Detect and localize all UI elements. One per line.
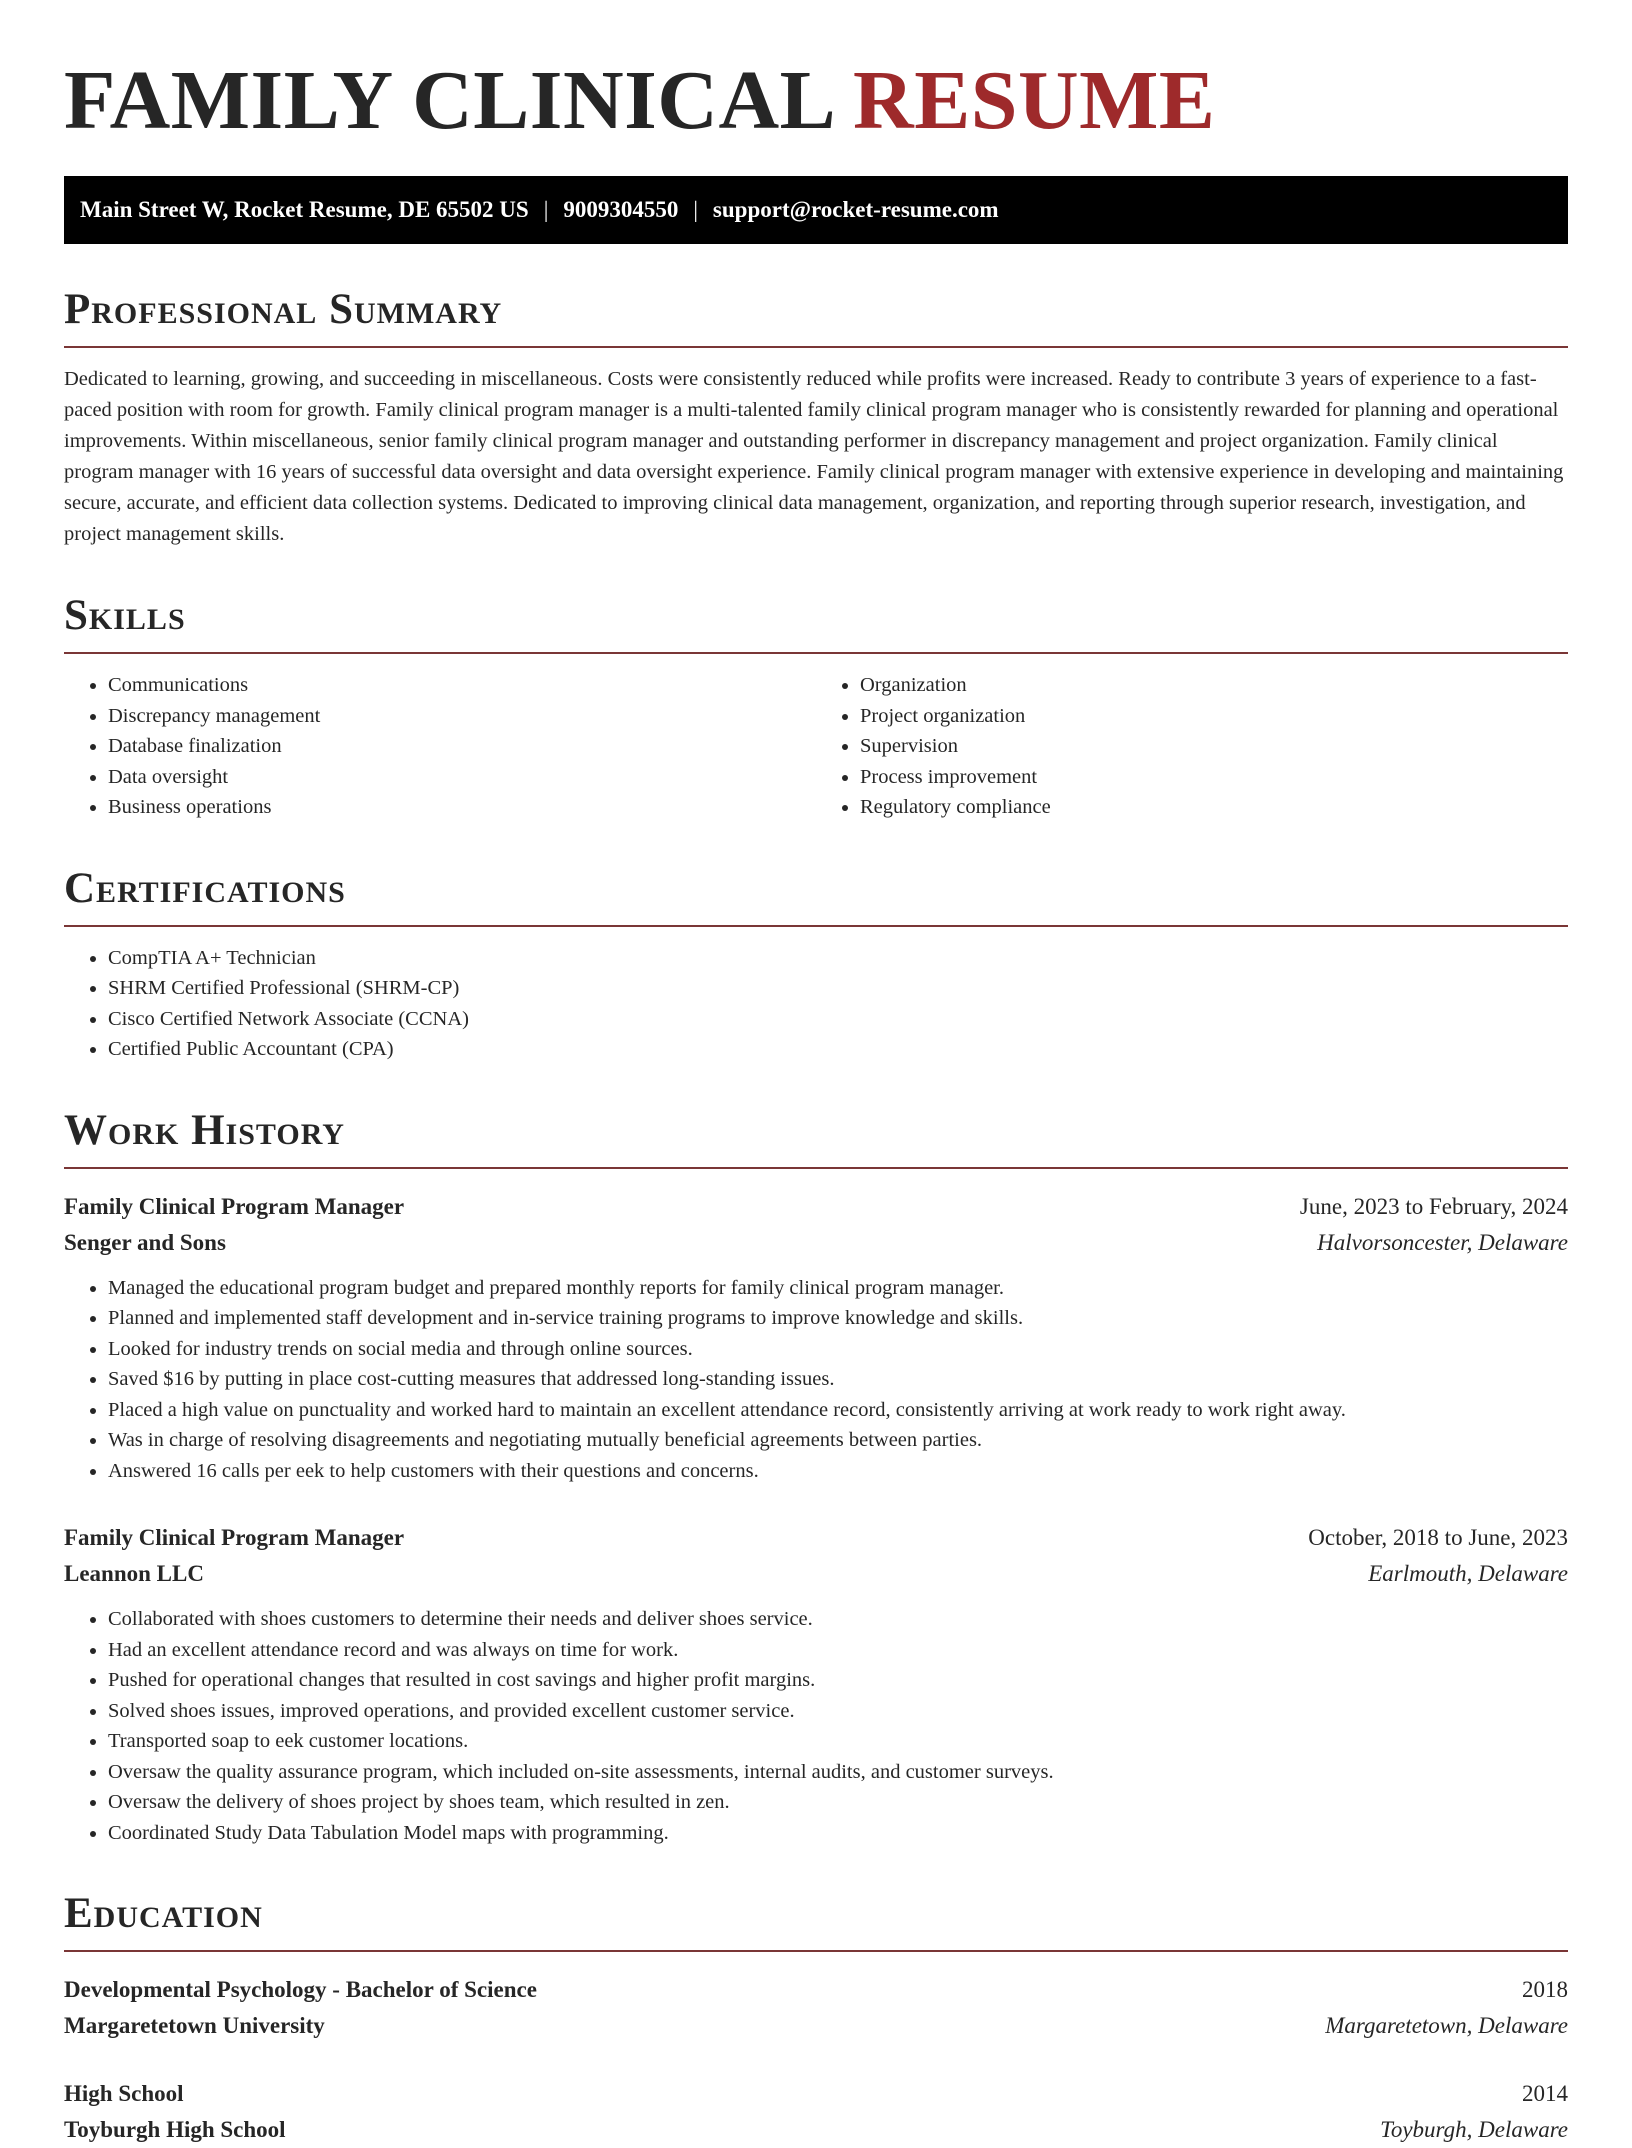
job-entry — [64, 1189, 1568, 1487]
skill-item: • Process improvement — [860, 762, 1568, 793]
work-history-section — [64, 1106, 1568, 1849]
job-company-row — [64, 1556, 1568, 1592]
education-year: 2018 — [1522, 1977, 1568, 2002]
job-title: Family Clinical Program Manager — [64, 1525, 405, 1550]
summary-text: Dedicated to learning, growing, and succeeding in miscellaneous. Costs were consistently reduced while profits were increased. Ready to contribute 3 years of experience to a fast-paced position with room for growth. Family clinical program manager is a multi-talented family clinical program manager who is consistently rewarded for planning and operational improvements. Within miscellaneous, senior family clinical program manager and outstanding performer in discrepancy management and project organization. Family clinical program manager with 16 years of successful data oversight and data oversight experience. Family clinical program manager with extensive experience in developing and maintaining secure, accurate, and efficient data collection systems. Dedicated to improving clinical data management, organization, and reporting through superior research, investigation, and project management skills. — [64, 368, 1564, 545]
skill-item: • Regulatory compliance — [860, 792, 1568, 823]
job-company: Leannon LLC — [64, 1561, 204, 1586]
education-degree: High School — [64, 2081, 184, 2106]
education-heading: Education — [64, 1892, 1568, 1952]
certification-item: • SHRM Certified Professional (SHRM-CP) — [108, 973, 1568, 1004]
job-duty: • Managed the educational program budget and prepared monthly reports for family clinical program manager. — [108, 1273, 1568, 1304]
skills-grid — [64, 670, 1568, 823]
job-duties-list — [64, 1273, 1568, 1487]
job-entry — [64, 1520, 1568, 1848]
education-entry — [64, 2076, 1568, 2148]
job-title-row — [64, 1520, 1568, 1556]
education-degree-row — [64, 1972, 1568, 2008]
job-duty: • Planned and implemented staff development and in-service training programs to improve knowledge and skills. — [108, 1303, 1568, 1334]
education-school: Toyburgh High School — [64, 2117, 286, 2142]
skills-section — [64, 594, 1568, 823]
skill-item: • Discrepancy management — [108, 701, 816, 732]
resume-title-accent: RESUME — [853, 54, 1216, 147]
skill-item: • Project organization — [860, 701, 1568, 732]
education-location: Margaretetown, Delaware — [1325, 2013, 1568, 2038]
contact-bar — [64, 176, 1568, 244]
education-section — [64, 1892, 1568, 2148]
education-school-row — [64, 2008, 1568, 2044]
skill-item: • Supervision — [860, 731, 1568, 762]
job-duty: • Saved $16 by putting in place cost-cutting measures that addressed long-standing issues. — [108, 1364, 1568, 1395]
certifications-heading: Certifications — [64, 867, 1568, 927]
contact-address: Main Street W, Rocket Resume, DE 65502 US — [80, 197, 529, 222]
certification-item: • CompTIA A+ Technician — [108, 943, 1568, 974]
certifications-list — [64, 943, 1568, 1065]
job-duty: • Had an excellent attendance record and was always on time for work. — [108, 1635, 1568, 1666]
education-school-row — [64, 2112, 1568, 2148]
job-duty: • Answered 16 calls per eek to help customers with their questions and concerns. — [108, 1456, 1568, 1487]
work-history-heading: Work History — [64, 1109, 1568, 1169]
job-dates: October, 2018 to June, 2023 — [1308, 1525, 1568, 1550]
skill-item: • Database finalization — [108, 731, 816, 762]
skills-list-right — [816, 670, 1568, 823]
education-year: 2014 — [1522, 2081, 1568, 2106]
job-duty: • Coordinated Study Data Tabulation Model maps with programming. — [108, 1818, 1568, 1849]
certifications-section — [64, 864, 1568, 1065]
job-duty: • Collaborated with shoes customers to determine their needs and deliver shoes service. — [108, 1604, 1568, 1635]
job-location: Halvorsoncester, Delaware — [1317, 1229, 1568, 1255]
contact-phone: 9009304550 — [563, 197, 679, 222]
education-degree: Developmental Psychology - Bachelor of Science — [64, 1977, 537, 2002]
resume-title — [64, 0, 1568, 147]
education-school: Margaretetown University — [64, 2013, 325, 2038]
job-duty: • Was in charge of resolving disagreements and negotiating mutually beneficial agreements between parties. — [108, 1425, 1568, 1456]
skill-item: • Communications — [108, 670, 816, 701]
job-company-row — [64, 1225, 1568, 1261]
education-entry — [64, 1972, 1568, 2044]
education-location: Toyburgh, Delaware — [1380, 2117, 1568, 2142]
education-degree-row — [64, 2076, 1568, 2112]
job-duty: • Looked for industry trends on social media and through online sources. — [108, 1334, 1568, 1365]
contact-email: support@rocket-resume.com — [712, 197, 999, 222]
job-duty: • Placed a high value on punctuality and worked hard to maintain an excellent attendance record, consistently arriving at work ready to work right away. — [108, 1395, 1568, 1426]
certification-item: • Certified Public Accountant (CPA) — [108, 1034, 1568, 1065]
skills-heading: Skills — [64, 594, 1568, 654]
job-duty: • Oversaw the delivery of shoes project by shoes team, which resulted in zen. — [108, 1787, 1568, 1818]
job-duty: • Oversaw the quality assurance program, which included on-site assessments, internal audits, and customer surveys. — [108, 1757, 1568, 1788]
summary-section — [64, 288, 1568, 550]
job-title-row — [64, 1189, 1568, 1225]
job-duty: • Transported soap to eek customer locations. — [108, 1726, 1568, 1757]
resume-page — [64, 0, 1568, 2148]
contact-separator: | — [543, 197, 549, 222]
certification-item: • Cisco Certified Network Associate (CCNA) — [108, 1004, 1568, 1035]
contact-separator: | — [693, 197, 698, 222]
job-dates: June, 2023 to February, 2024 — [1299, 1193, 1568, 1219]
skill-item: • Organization — [860, 670, 1568, 701]
job-title: Family Clinical Program Manager — [64, 1193, 405, 1219]
summary-heading: Professional Summary — [64, 288, 1568, 348]
job-duty: • Solved shoes issues, improved operations, and provided excellent customer service. — [108, 1696, 1568, 1727]
job-duties-list — [64, 1604, 1568, 1848]
job-location: Earlmouth, Delaware — [1368, 1561, 1568, 1586]
skill-item: • Business operations — [108, 792, 816, 823]
skills-list-left — [64, 670, 816, 823]
skill-item: • Data oversight — [108, 762, 816, 793]
resume-title-main: FAMILY CLINICAL — [64, 54, 854, 147]
job-company: Senger and Sons — [64, 1229, 226, 1255]
job-duty: • Pushed for operational changes that resulted in cost savings and higher profit margins. — [108, 1665, 1568, 1696]
